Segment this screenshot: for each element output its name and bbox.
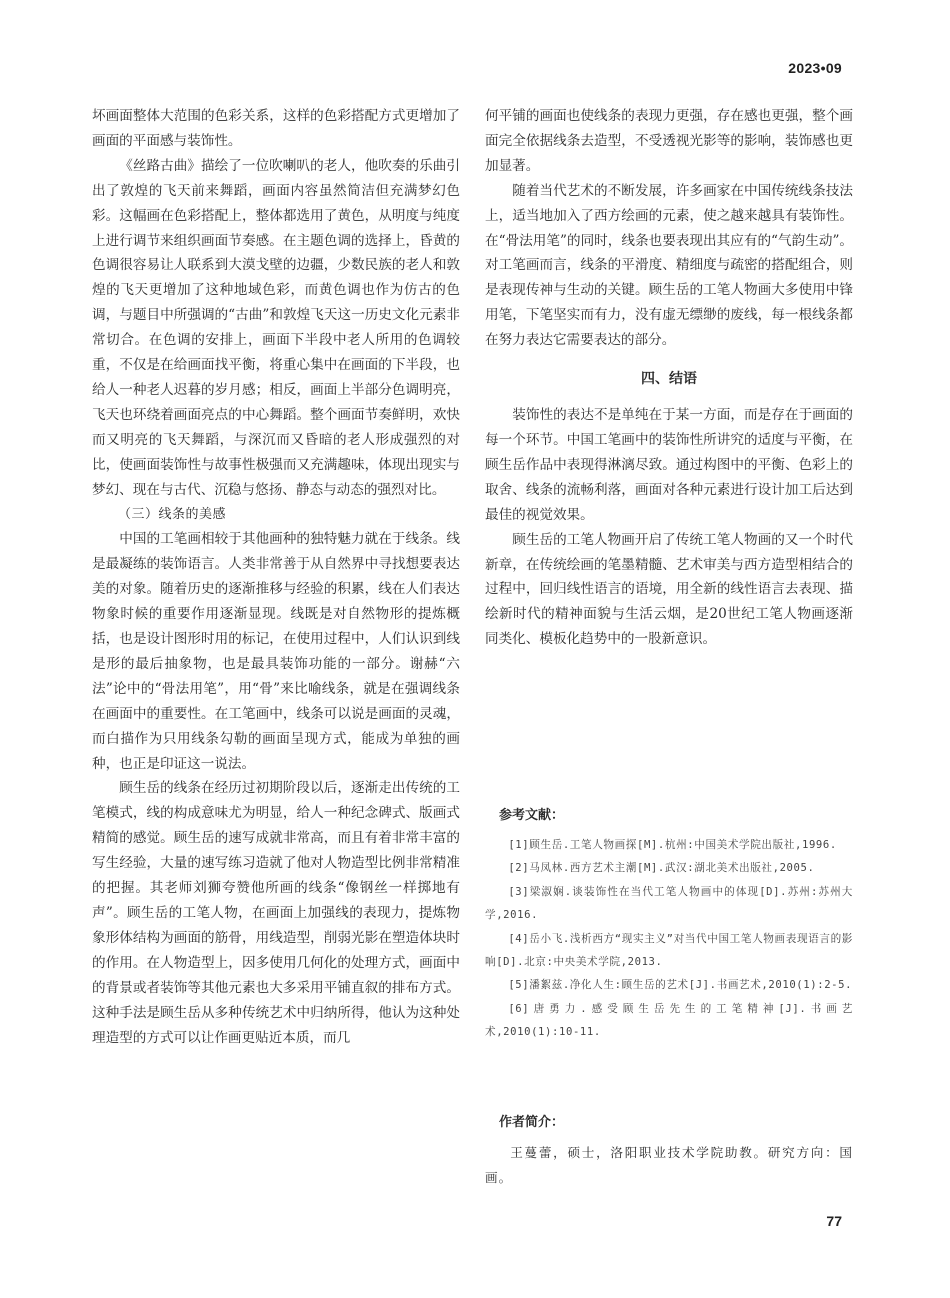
reference-item: [5]潘絮兹.净化人生:顾生岳的艺术[J].书画艺术,2010(1):2-5. (508, 979, 853, 992)
references-title: 参考文献： (499, 808, 565, 823)
reference-item: [2]马凤林.西方艺术主潮[M].武汉:湖北美术出版社,2005. (508, 862, 815, 875)
page-number: 77 (826, 1213, 842, 1229)
reference-item: [3]梁淑娴.谈装饰性在当代工笔人物画中的体现[D].苏州:苏州大学,2016. (485, 885, 853, 922)
author-section (485, 1112, 853, 1190)
reference-item: [1]顾生岳.工笔人物画探[M].杭州:中国美术学院出版社,1996. (508, 839, 837, 851)
references-section (485, 806, 853, 1045)
section-heading: 四、结语 (641, 371, 697, 388)
reference-item: [4]岳小飞.浅析西方“现实主义”对当代中国工笔人物画表现语言的影响[D].北京:中央美术学院,2013. (485, 932, 853, 969)
paragraph: 顾生岳的线条在经历过初期阶段以后，逐渐走出传统的工笔模式，线的构成意味尤为明显，给人一种纪念碑式、版画式精简的感觉。顾生岳的速写成就非常高，而且有着非常丰富的写生经验，大量的速写练习造就了他对人物造型比例非常精准的把握。其老师刘狮夸赞他所画的线条“像钢丝一样掷地有声”。顾生岳的工笔人物，在画面上加强线的表现力，提炼物象形体结构为画面的筋骨，用线造型，削弱光影在塑造体块时的作用。在人物造型上，因多使用几何化的处理方式，画面中的背景或者装饰等其他元素也大多采用平铺直叙的排布方式。这种手法是顾生岳从多种传统艺术中归纳所得，他认为这种处理造型的方式可以让作画更贴近本质，而几 (92, 780, 460, 1046)
author-title: 作者简介： (499, 1115, 565, 1130)
paragraph: 何平铺的画面也使线条的表现力更强，存在感也更强，整个画面完全依据线条去造型，不受透视光影等的影响，装饰感也更加显著。 (485, 108, 853, 174)
subsection-heading: （三）线条的美感 (118, 506, 227, 522)
paragraph: 随着当代艺术的不断发展，许多画家在中国传统线条技法上，适当地加入了西方绘画的元素，使之越来越具有装饰性。在“骨法用笔”的同时，线条也要表现出其应有的“气韵生动”。对工笔画而言，线条的平滑度、精细度与疏密的搭配组合，则是表现传神与生动的关键。顾生岳的工笔人物画大多使用中锋用笔，下笔坚实而有力，没有虚无缥缈的废线，每一根线条都在努力表达它需要表达的部分。 (485, 182, 853, 349)
right-column (485, 104, 853, 652)
paragraph: 装饰性的表达不是单纯在于某一方面，而是存在于画面的每一个环节。中国工笔画中的装饰性所讲究的适度与平衡，在顾生岳作品中表现得淋漓尽致。通过构图中的平衡、色彩上的取舍、线条的流畅利落，画面对各种元素进行设计加工后达到最佳的视觉效果。 (485, 407, 853, 523)
left-column (92, 104, 460, 1050)
author-bio: 王蔓蕾，硕士，洛阳职业技术学院助教。研究方向：国画。 (485, 1145, 853, 1185)
paragraph: 中国的工笔画相较于其他画种的独特魅力就在于线条。线是最凝练的装饰语言。人类非常善于从自然界中寻找想要表达美的对象。随着历史的逐渐推移与经验的积累，线在人们表达物象时候的重要作用逐渐显现。线既是对自然物形的提炼概括，也是设计图形时用的标记，在使用过程中，人们认识到线是形的最后抽象物，也是最具装饰功能的一部分。谢赫“六法”论中的“骨法用笔”，用“骨”来比喻线条，就是在强调线条在画面中的重要性。在工笔画中，线条可以说是画面的灵魂，而白描作为只用线条勾勒的画面呈现方式，能成为单独的画种，也正是印证这一说法。 (92, 531, 460, 772)
paragraph: 坏画面整体大范围的色彩关系，这样的色彩搭配方式更增加了画面的平面感与装饰性。 (92, 108, 460, 149)
paragraph: 顾生岳的工笔人物画开启了传统工笔人物画的又一个时代新章，在传统绘画的笔墨精髓、艺术审美与西方造型相结合的过程中，回归线性语言的语境，用全新的线性语言去表现、描绘新时代的精神面貌与生活云烟，是20世纪工笔人物画逐渐同类化、模板化趋势中的一股新意识。 (485, 531, 853, 648)
issue-label: 2023•09 (788, 60, 842, 76)
paragraph: 《丝路古曲》描绘了一位吹喇叭的老人，他吹奏的乐曲引出了敦煌的飞天前来舞蹈，画面内容虽然简洁但充满梦幻色彩。这幅画在色彩搭配上，整体都选用了黄色，从明度与纯度上进行调节来组织画面节奏感。在主题色调的选择上，昏黄的色调很容易让人联系到大漠戈壁的边疆，少数民族的老人和敦煌的飞天更增加了这种地域色彩，而黄色调也作为仿古的色调，与题目中所强调的“古曲”和敦煌飞天这一历史文化元素非常切合。在色调的安排上，画面下半段中老人所用的色调较重，不仅是在给画面找平衡，将重心集中在画面的下半段，也给人一种老人迟暮的岁月感；相反，画面上半部分色调明亮，飞天也环绕着画面亮点的中心舞蹈。整个画面节奏鲜明，欢快而又明亮的飞天舞蹈，与深沉而又昏暗的老人形成强烈的对比，使画面装饰性与故事性极强而又充满趣味，体现出现实与梦幻、现在与古代、沉稳与悠扬、静态与动态的强烈对比。 (92, 157, 460, 498)
reference-item: [6]唐勇力.感受顾生岳先生的工笔精神[J].书画艺术,2010(1):10-11. (485, 1002, 853, 1039)
